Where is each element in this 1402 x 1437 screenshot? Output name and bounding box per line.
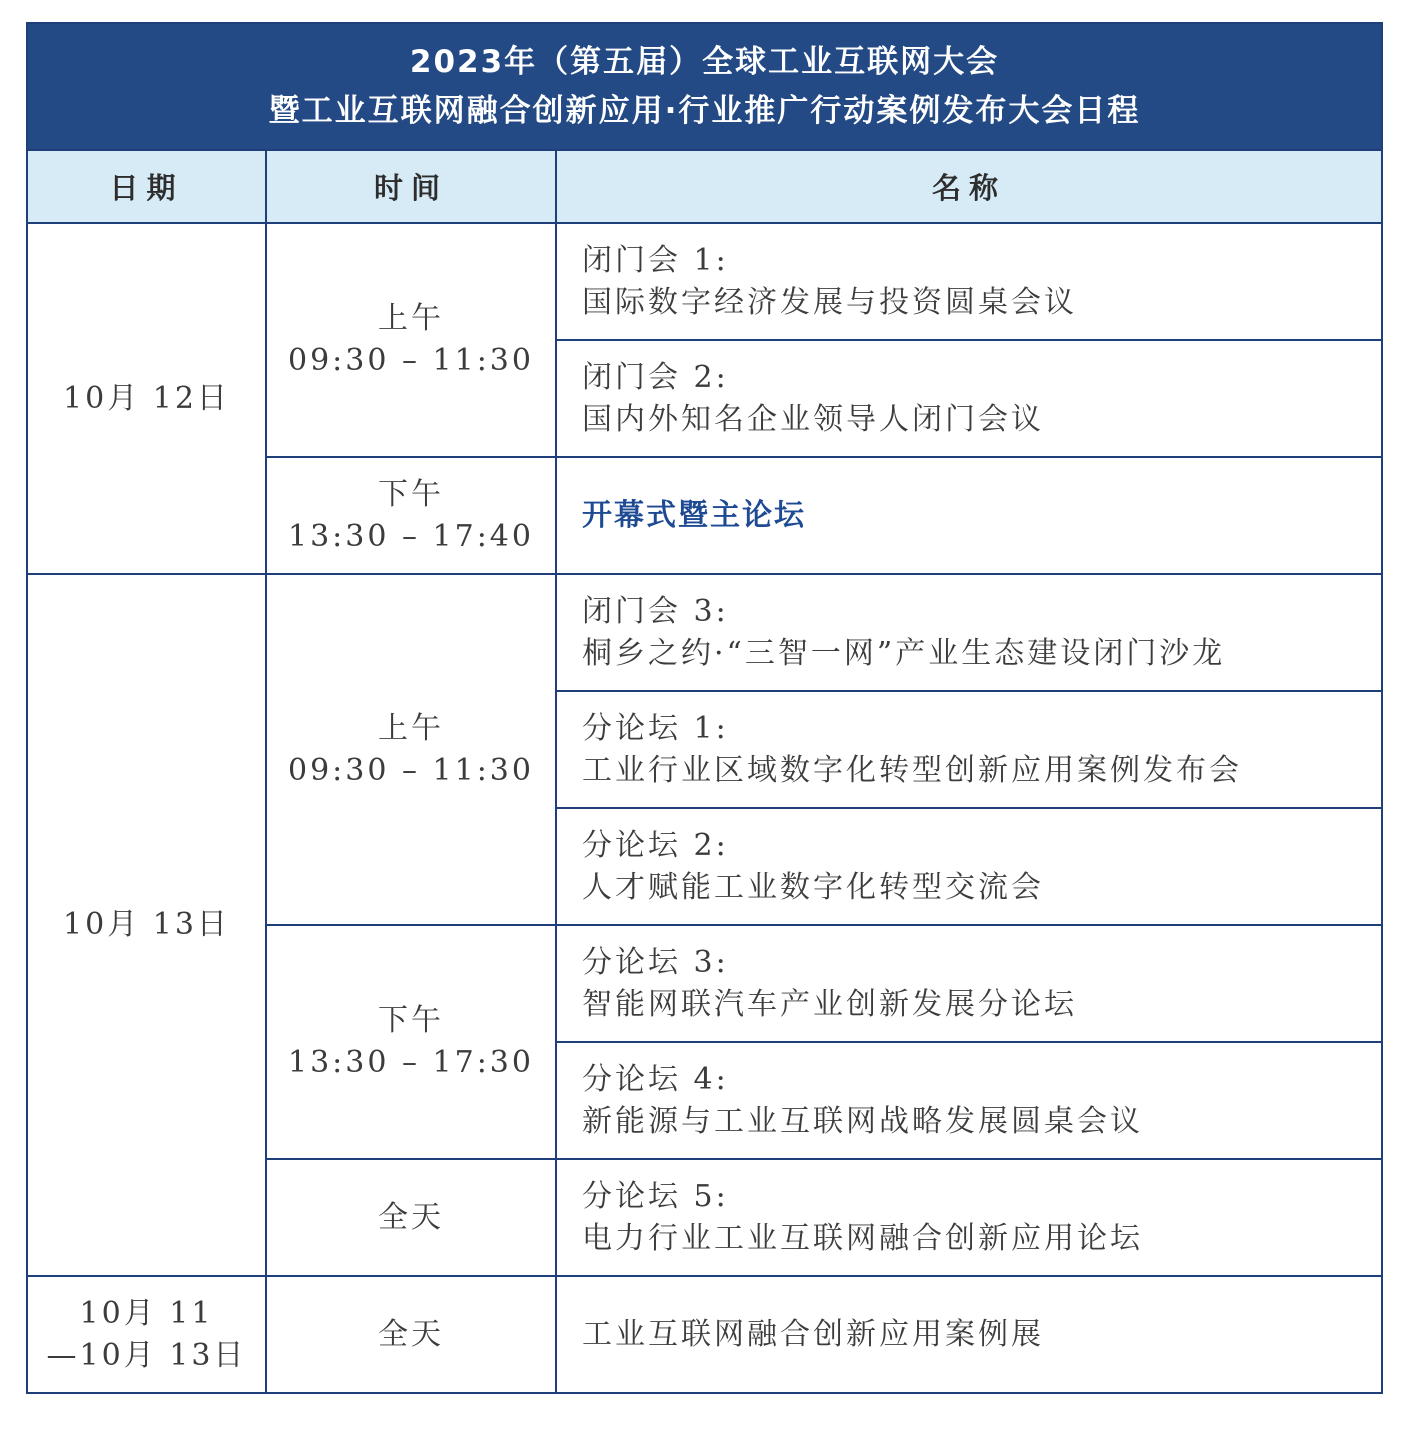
time-cell xyxy=(266,574,556,925)
event-label: 闭门会 3: xyxy=(582,593,729,629)
date-cell xyxy=(27,223,266,574)
date-text-line-2: —10月 13日 xyxy=(46,1337,247,1373)
date-text: 10月 12日 xyxy=(63,380,230,416)
time-range-text: 09:30 – 11:30 xyxy=(288,752,534,788)
time-cell xyxy=(266,1159,556,1276)
date-text: 10月 11 xyxy=(79,1295,214,1331)
event-title: 电力行业工业互联网融合创新应用论坛 xyxy=(582,1220,1143,1256)
event-title: 工业互联网融合创新应用案例展 xyxy=(582,1316,1044,1352)
period-text: 下午 xyxy=(378,476,444,512)
event-cell xyxy=(556,223,1382,340)
event-label: 闭门会 1: xyxy=(582,242,729,278)
event-cell xyxy=(556,925,1382,1042)
time-cell xyxy=(266,925,556,1159)
time-cell xyxy=(266,1276,556,1393)
event-title-highlight: 开幕式暨主论坛 xyxy=(582,497,806,533)
event-title: 桐乡之约·“三智一网”产业生态建设闭门沙龙 xyxy=(582,635,1226,671)
event-title: 智能网联汽车产业创新发展分论坛 xyxy=(582,986,1077,1022)
table-row xyxy=(27,223,1382,340)
period-text: 上午 xyxy=(378,301,444,336)
event-cell xyxy=(556,574,1382,691)
event-label: 分论坛 2: xyxy=(582,827,729,863)
table-row xyxy=(27,1276,1382,1393)
date-text: 10月 13日 xyxy=(63,907,230,942)
period-text: 全天 xyxy=(378,1316,444,1352)
event-title: 工业行业区域数字化转型创新应用案例发布会 xyxy=(582,752,1242,788)
time-range-text: 13:30 – 17:30 xyxy=(288,1045,534,1080)
time-range-text: 13:30 – 17:40 xyxy=(288,518,534,554)
time-cell xyxy=(266,223,556,457)
schedule-table xyxy=(26,22,1383,1394)
event-title: 人才赋能工业数字化转型交流会 xyxy=(582,869,1044,905)
date-cell xyxy=(27,574,266,1276)
event-cell xyxy=(556,340,1382,457)
time-range-text: 09:30 – 11:30 xyxy=(288,343,534,378)
event-cell xyxy=(556,691,1382,808)
time-cell xyxy=(266,457,556,574)
event-label: 分论坛 1: xyxy=(582,710,729,746)
title-line-2: 暨工业互联网融合创新应用·行业推广行动案例发布大会日程 xyxy=(268,92,1141,129)
event-label: 分论坛 4: xyxy=(582,1061,729,1097)
table-title xyxy=(27,23,1382,150)
event-title: 国内外知名企业领导人闭门会议 xyxy=(582,401,1044,437)
event-cell xyxy=(556,1276,1382,1393)
title-line-1: 2023年（第五届）全球工业互联网大会 xyxy=(409,43,1000,80)
header-time: 时间 xyxy=(266,150,556,223)
event-label: 闭门会 2: xyxy=(582,359,729,395)
header-name: 名称 xyxy=(556,150,1382,223)
event-cell-opening xyxy=(556,457,1382,574)
event-label: 分论坛 3: xyxy=(582,944,729,980)
period-text: 全天 xyxy=(378,1199,444,1235)
event-title: 新能源与工业互联网战略发展圆桌会议 xyxy=(582,1103,1143,1139)
table-row xyxy=(27,574,1382,691)
period-text: 下午 xyxy=(378,1003,444,1038)
period-text: 上午 xyxy=(378,710,444,746)
event-title: 国际数字经济发展与投资圆桌会议 xyxy=(582,284,1077,320)
date-cell xyxy=(27,1276,266,1393)
event-label: 分论坛 5: xyxy=(582,1178,729,1214)
event-cell xyxy=(556,808,1382,925)
title-row xyxy=(27,23,1382,150)
header-row xyxy=(27,150,1382,223)
event-cell xyxy=(556,1159,1382,1276)
header-date: 日期 xyxy=(27,150,266,223)
event-cell xyxy=(556,1042,1382,1159)
